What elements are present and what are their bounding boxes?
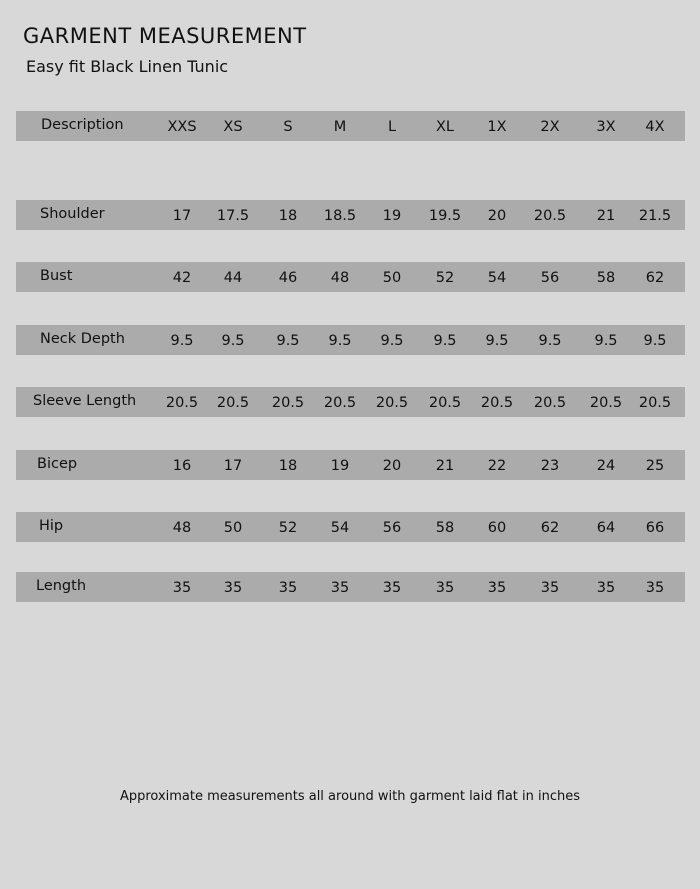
table-cell: 54	[330, 520, 350, 536]
table-cell: 20.5	[533, 395, 567, 411]
table-cell: 18	[278, 208, 298, 224]
page-title: GARMENT MEASUREMENT	[23, 24, 307, 48]
table-cell: 20.5	[323, 395, 357, 411]
table-cell: 35	[540, 580, 560, 596]
description-header: Description	[41, 117, 124, 133]
table-cell: 19	[330, 458, 350, 474]
table-cell: 23	[540, 458, 560, 474]
row-label: Bust	[40, 268, 73, 284]
row-label: Sleeve Length	[33, 393, 137, 409]
table-cell: 9.5	[594, 333, 618, 349]
table-cell: 20.5	[533, 208, 567, 224]
table-cell: 21	[435, 458, 455, 474]
table-cell: 56	[540, 270, 560, 286]
table-cell: 17	[172, 208, 192, 224]
row-label: Length	[36, 578, 87, 594]
table-cell: 20.5	[271, 395, 305, 411]
table-cell: 16	[172, 458, 192, 474]
table-cell: 9.5	[276, 333, 300, 349]
table-cell: 9.5	[538, 333, 562, 349]
table-cell: 20.5	[375, 395, 409, 411]
footnote: Approximate measurements all around with garment laid flat in inches	[119, 789, 581, 804]
table-cell: 58	[596, 270, 616, 286]
table-cell: 9.5	[643, 333, 667, 349]
size-header: XXS	[167, 119, 197, 135]
table-row-neck-depth	[16, 325, 685, 355]
table-cell: 20.5	[216, 395, 250, 411]
size-header: 3X	[596, 119, 616, 135]
table-cell: 22	[487, 458, 507, 474]
table-cell: 19.5	[428, 208, 462, 224]
table-cell: 21.5	[638, 208, 672, 224]
table-cell: 62	[645, 270, 665, 286]
table-cell: 58	[435, 520, 455, 536]
size-header: S	[283, 119, 293, 135]
table-cell: 52	[435, 270, 455, 286]
table-cell: 19	[382, 208, 402, 224]
product-subtitle: Easy fit Black Linen Tunic	[26, 57, 229, 76]
table-cell: 50	[382, 270, 402, 286]
table-cell: 20.5	[428, 395, 462, 411]
table-cell: 48	[172, 520, 192, 536]
table-cell: 9.5	[380, 333, 404, 349]
size-header: 2X	[540, 119, 560, 135]
table-cell: 20.5	[480, 395, 514, 411]
table-cell: 20.5	[638, 395, 672, 411]
table-cell: 54	[487, 270, 507, 286]
table-cell: 9.5	[485, 333, 509, 349]
table-cell: 35	[382, 580, 402, 596]
table-cell: 24	[596, 458, 616, 474]
table-cell: 9.5	[328, 333, 352, 349]
size-header: XS	[223, 119, 243, 135]
table-row-shoulder	[16, 200, 685, 230]
table-cell: 62	[540, 520, 560, 536]
table-cell: 25	[645, 458, 665, 474]
size-header: M	[333, 119, 347, 135]
table-cell: 17.5	[216, 208, 250, 224]
table-cell: 64	[596, 520, 616, 536]
table-cell: 48	[330, 270, 350, 286]
size-header: 4X	[645, 119, 665, 135]
table-cell: 18.5	[323, 208, 357, 224]
table-cell: 21	[596, 208, 616, 224]
table-cell: 9.5	[221, 333, 245, 349]
table-cell: 44	[223, 270, 243, 286]
row-label: Shoulder	[40, 206, 105, 222]
table-cell: 17	[223, 458, 243, 474]
table-cell: 20.5	[165, 395, 199, 411]
table-cell: 9.5	[433, 333, 457, 349]
table-cell: 56	[382, 520, 402, 536]
row-label: Neck Depth	[40, 331, 125, 347]
table-cell: 9.5	[170, 333, 194, 349]
size-header: L	[387, 119, 397, 135]
table-cell: 18	[278, 458, 298, 474]
table-row-length	[16, 572, 685, 602]
table-cell: 60	[487, 520, 507, 536]
table-cell: 20.5	[589, 395, 623, 411]
table-row-hip	[16, 512, 685, 542]
table-cell: 35	[223, 580, 243, 596]
row-label: Hip	[39, 518, 64, 534]
table-cell: 20	[382, 458, 402, 474]
table-cell: 20	[487, 208, 507, 224]
table-cell: 35	[596, 580, 616, 596]
table-cell: 42	[172, 270, 192, 286]
table-cell: 46	[278, 270, 298, 286]
table-header-row	[16, 111, 685, 141]
table-cell: 35	[435, 580, 455, 596]
size-header: XL	[435, 119, 454, 135]
row-label: Bicep	[37, 456, 78, 472]
table-row-bust	[16, 262, 685, 292]
size-header: 1X	[487, 119, 507, 135]
table-cell: 35	[487, 580, 507, 596]
table-cell: 35	[645, 580, 665, 596]
table-cell: 35	[172, 580, 192, 596]
table-row-bicep	[16, 450, 685, 480]
table-cell: 66	[645, 520, 665, 536]
table-cell: 50	[223, 520, 243, 536]
table-row-sleeve-length	[16, 387, 685, 417]
table-cell: 35	[330, 580, 350, 596]
table-cell: 35	[278, 580, 298, 596]
table-cell: 52	[278, 520, 298, 536]
